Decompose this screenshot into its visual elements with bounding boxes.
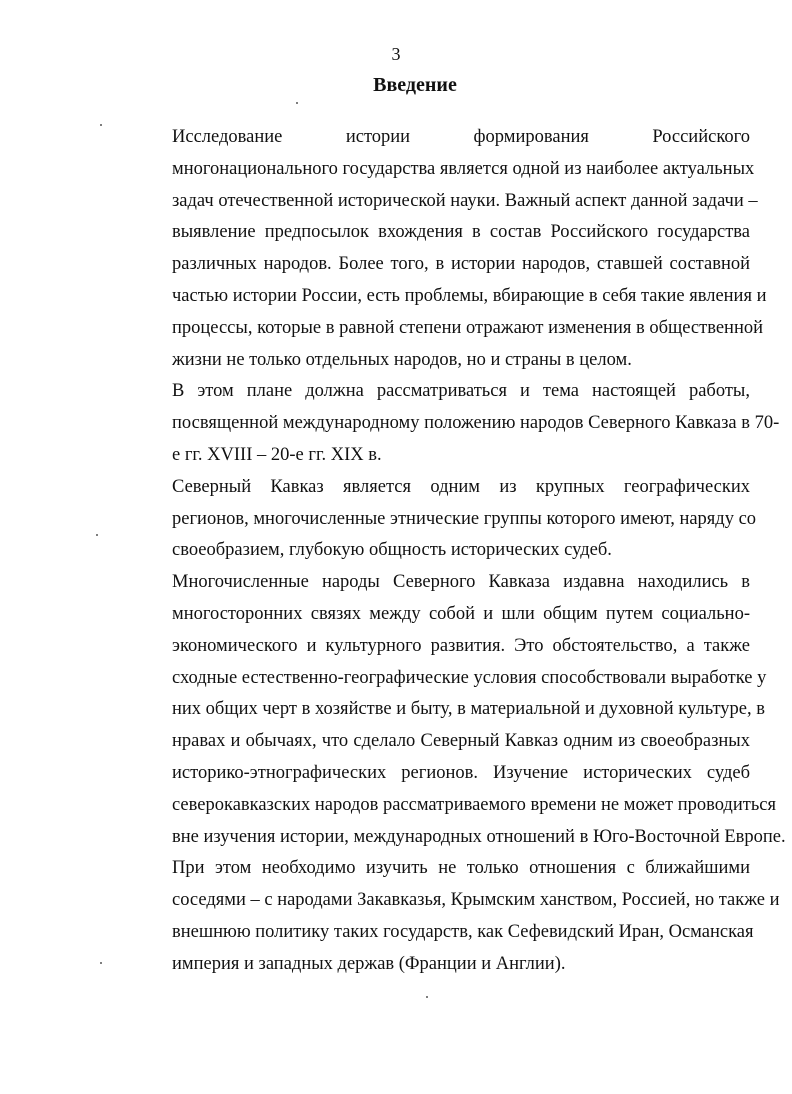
text-line: различных народов. Более того, в истории народов, ставшей составной — [172, 254, 750, 275]
text-line: задач отечественной исторической науки. Важный аспект данной задачи – — [172, 190, 758, 211]
text-line: частью истории России, есть проблемы, вбирающие в себя такие явления и — [172, 285, 767, 306]
scan-speck — [100, 124, 102, 126]
text-line: нравах и обычаях, что сделало Северный Кавказ одним из своеобразных — [172, 731, 750, 752]
text-line: соседями – с народами Закавказья, Крымским ханством, Россией, но также и — [172, 890, 780, 911]
page-number: 3 — [391, 44, 401, 64]
text-line: северокавказских народов рассматриваемого времени не может проводиться — [172, 794, 776, 815]
paragraph-1 — [124, 122, 767, 376]
page-title: Введение — [373, 74, 457, 96]
scan-speck — [296, 102, 298, 104]
text-line: сходные естественно-географические условия способствовали выработке у — [172, 667, 767, 688]
text-line: многонационального государства является одной из наиболее актуальных — [172, 158, 755, 179]
paragraph-3 — [124, 472, 757, 567]
scan-speck — [100, 962, 102, 964]
text-line: Исследование истории формирования Российского — [172, 127, 750, 147]
text-line: историко-этнографических регионов. Изучение исторических судеб — [172, 762, 750, 783]
text-line: вне изучения истории, международных отношений в Юго-Восточной Европе. — [172, 826, 786, 847]
text-line: Многочисленные народы Северного Кавказа издавна находились в — [172, 572, 750, 593]
text-line: империя и западных держав (Франции и Англии). — [172, 953, 566, 974]
text-line: В этом плане должна рассматриваться и тема настоящей работы, — [172, 381, 750, 402]
text-line: посвященной международному положению народов Северного Кавказа в 70- — [172, 413, 780, 434]
text-line: процессы, которые в равной степени отражают изменения в общественной — [172, 317, 764, 338]
scan-speck — [96, 534, 98, 536]
text-line: своеобразием, глубокую общность исторических судеб. — [172, 540, 612, 561]
paragraph-4 — [124, 567, 786, 980]
text-line: выявление предпосылок вхождения в состав Российского государства — [172, 222, 750, 243]
paragraph-2 — [124, 376, 780, 471]
text-line: многосторонних связях между собой и шли общим путем социально- — [172, 603, 750, 624]
text-line: При этом необходимо изучить не только отношения с ближайшими — [172, 858, 750, 879]
text-line: жизни не только отдельных народов, но и страны в целом. — [172, 349, 632, 370]
scan-speck — [426, 996, 428, 998]
text-line: них общих черт в хозяйстве и быту, в материальной и духовной культуре, в — [172, 699, 765, 720]
document-body — [124, 122, 786, 981]
text-line: е гг. XVIII – 20-е гг. XIX в. — [172, 444, 382, 465]
text-line: Северный Кавказ является одним из крупных географических — [172, 476, 750, 497]
text-line: экономического и культурного развития. Это обстоятельство, а также — [172, 635, 750, 656]
text-line: внешнюю политику таких государств, как Сефевидский Иран, Османская — [172, 921, 754, 942]
text-line: регионов, многочисленные этнические группы которого имеют, наряду со — [172, 508, 757, 529]
